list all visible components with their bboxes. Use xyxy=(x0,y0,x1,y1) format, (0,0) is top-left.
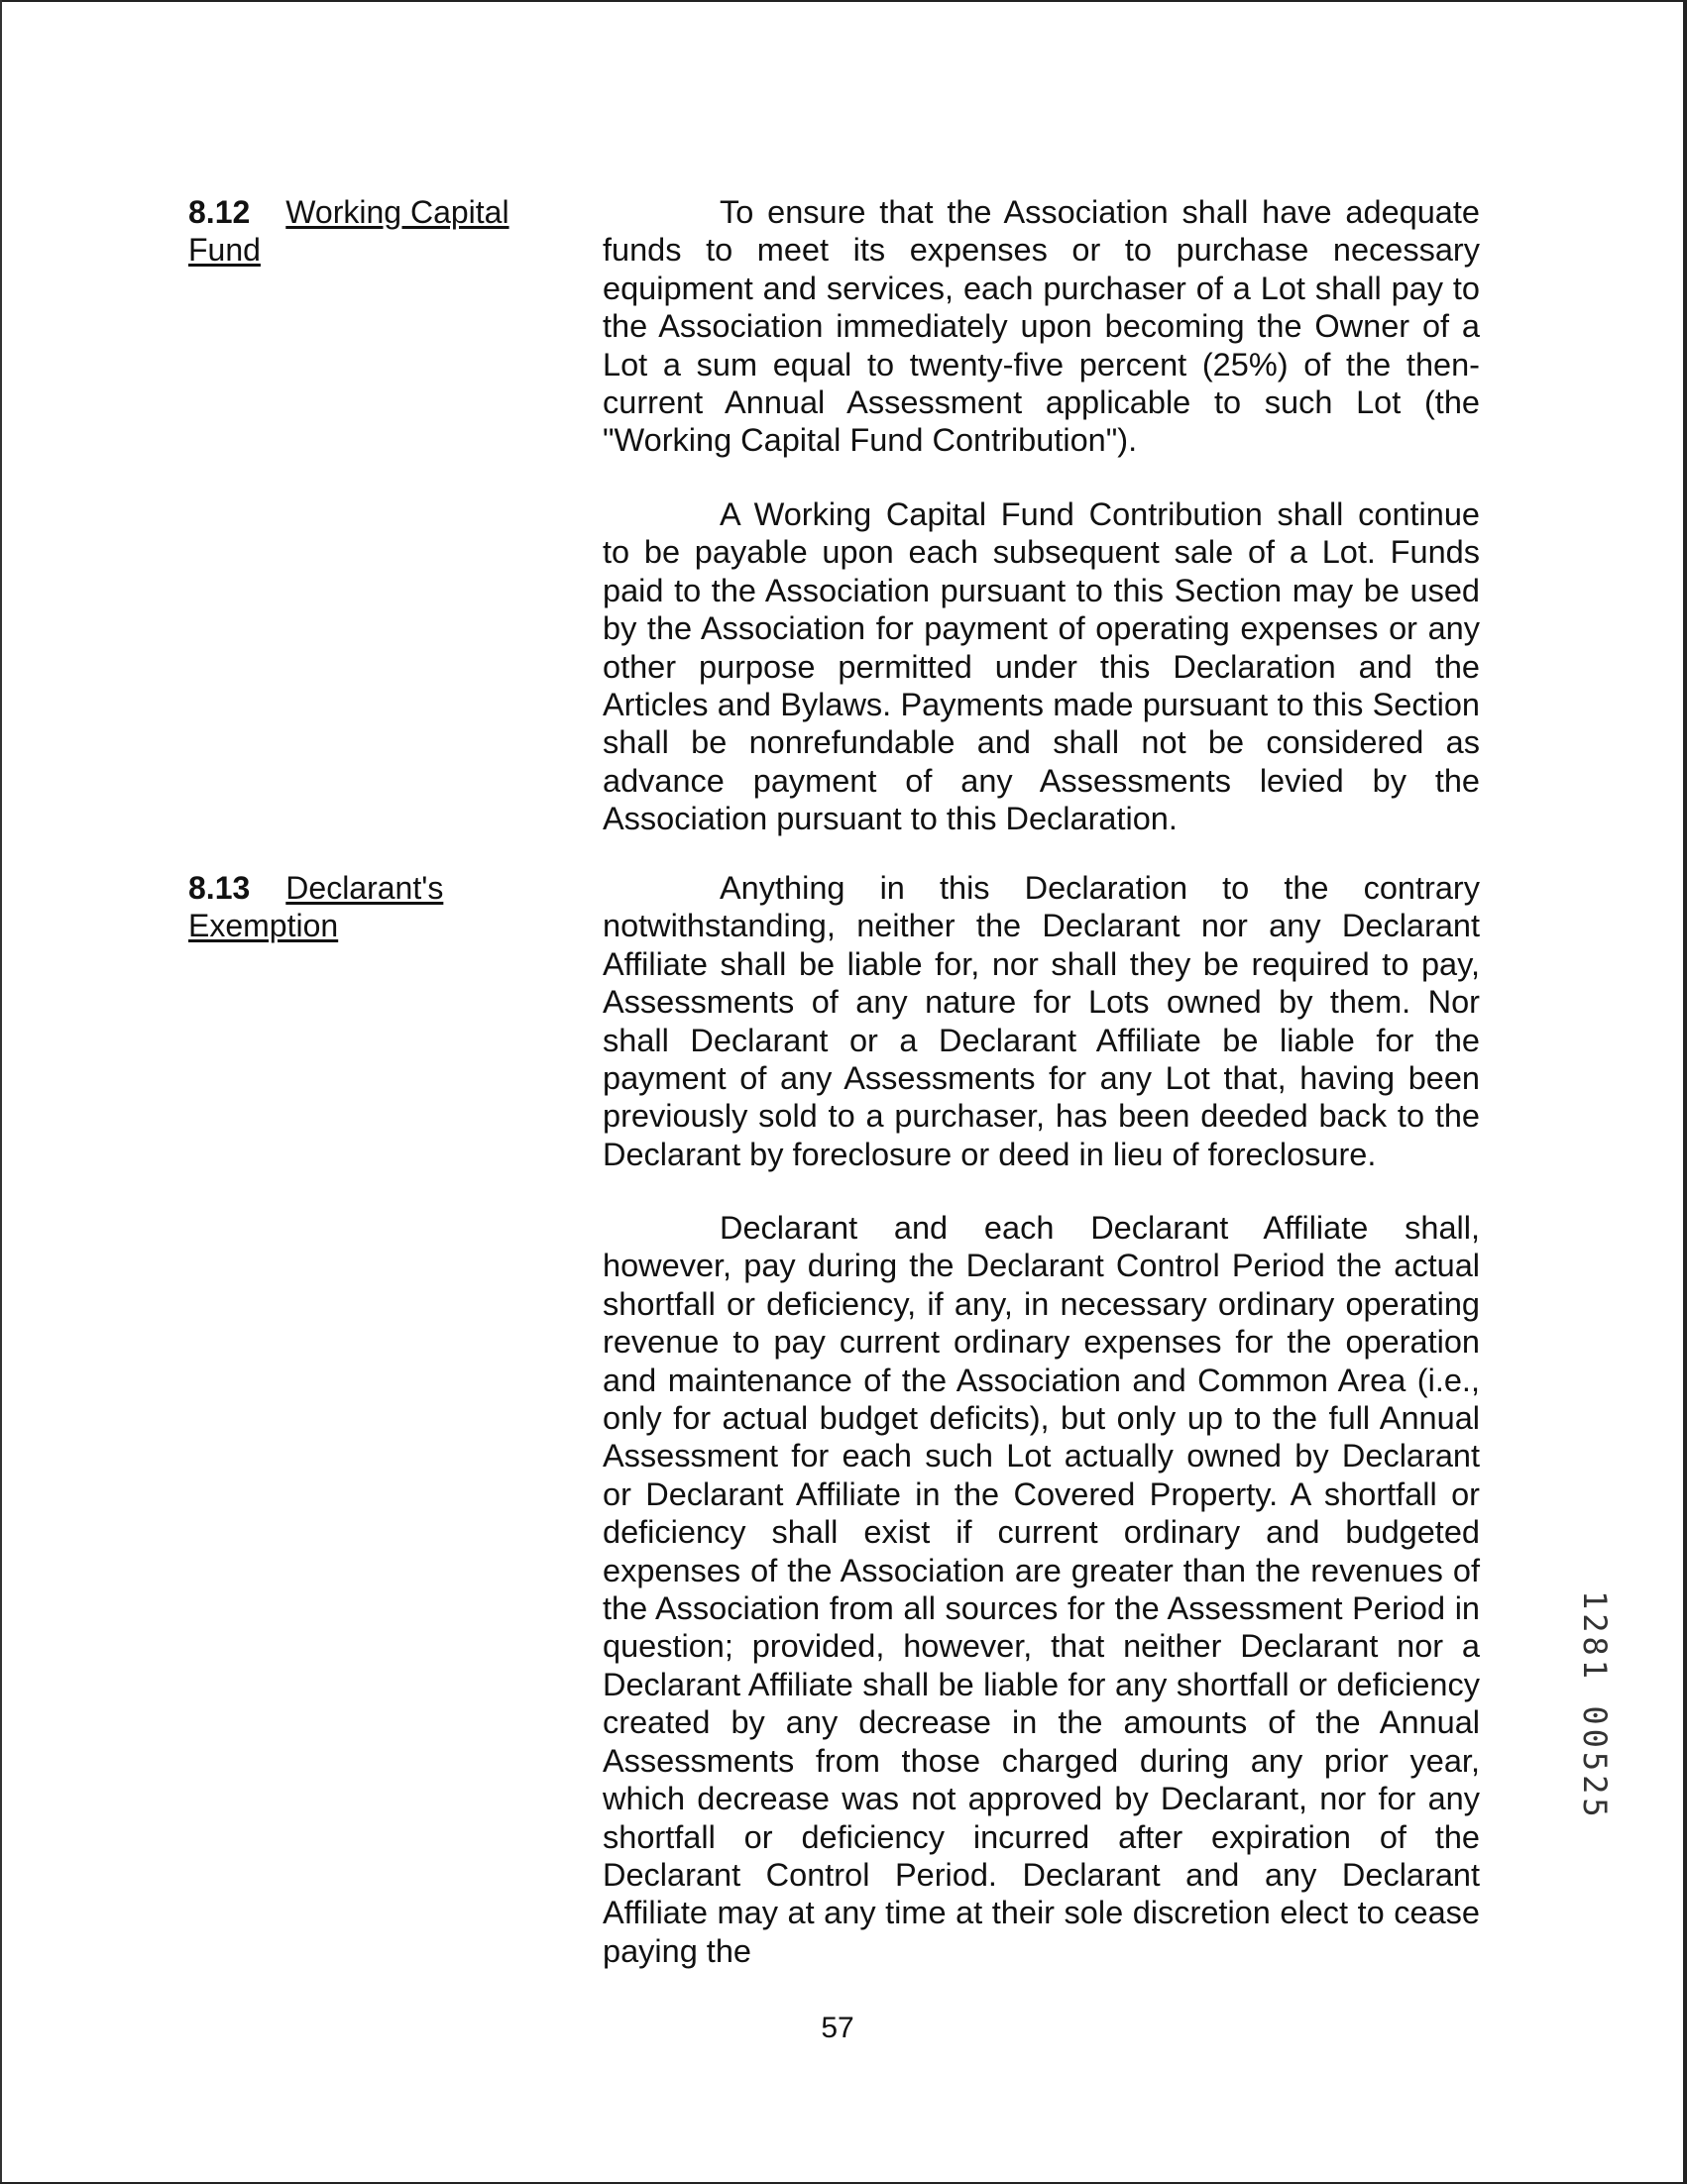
paragraph: To ensure that the Association shall have adequate funds to meet its expenses or to purchase necessary equipment and services, each purchaser of a Lot shall pay to the Association immediately upon becoming the Owner of a Lot a sum equal to twenty-five percent (25%) of the then-current Annual Assessment applicable to such Lot (the "Working Capital Fund Contribution"). xyxy=(603,194,1480,459)
paragraph: A Working Capital Fund Contribution shall continue to be payable upon each subsequent sale of a Lot. Funds paid to the Association pursuant to this Section may be used by the Association for payment of operating expenses or any other purpose permitted under this Declaration and the Articles and Bylaws. Payments made pursuant to this Section shall be nonrefundable and shall not be considered as advance payment of any Assessments levied by the Association pursuant to this Declaration. xyxy=(603,496,1480,837)
page-number: 57 xyxy=(821,2012,854,2044)
scan-border-top xyxy=(0,0,1687,2)
section-number: 8.12 xyxy=(188,194,251,230)
bates-number: 1281 00525 xyxy=(1576,1590,1614,1821)
scan-border-right xyxy=(1683,0,1687,2184)
section-8-13-body xyxy=(603,869,1480,1173)
section-8-12-heading xyxy=(188,193,545,269)
section-title: Declarant's Exemption xyxy=(188,870,444,943)
section-8-12-body-continued xyxy=(603,495,1480,838)
section-title: Working Capital Fund xyxy=(188,194,509,268)
section-8-13-heading xyxy=(188,869,545,944)
scan-border-left xyxy=(0,0,2,2184)
paragraph: Anything in this Declaration to the contrary notwithstanding, neither the Declarant nor any Declarant Affiliate shall be liable for, nor shall they be required to pay, Assessments of any nature for Lots owned by them. Nor shall Declarant or a Declarant Affiliate be liable for the payment of any Assessments for any Lot that, having been previously sold to a purchaser, has been deeded back to the Declarant by foreclosure or deed in lieu of foreclosure. xyxy=(603,870,1480,1172)
paragraph: Declarant and each Declarant Affiliate shall, however, pay during the Declarant Control Period the actual shortfall or deficiency, if any, in necessary ordinary operating revenue to pay current ordinary expenses for the operation and maintenance of the Association and Common Area (i.e., only for actual budget deficits), but only up to the full Annual Assessment for each such Lot actually owned by Declarant or Declarant Affiliate in the Covered Property. A shortfall or deficiency shall exist if current ordinary and budgeted expenses of the Association are greater than the revenues of the Association from all sources for the Assessment Period in question; provided, however, that neither Declarant nor a Declarant Affiliate shall be liable for any shortfall or deficiency created by any decrease in the amounts of the Annual Assessments from those charged during any prior year, which decrease was not approved by Declarant, nor for any shortfall or deficiency incurred after expiration of the Declarant Control Period. Declarant and any Declarant Affiliate may at any time at their sole discretion elect to cease paying the xyxy=(603,1210,1480,1969)
section-8-13-body-continued xyxy=(603,1209,1480,1970)
section-number: 8.13 xyxy=(188,870,251,906)
section-8-12-body xyxy=(603,193,1480,460)
